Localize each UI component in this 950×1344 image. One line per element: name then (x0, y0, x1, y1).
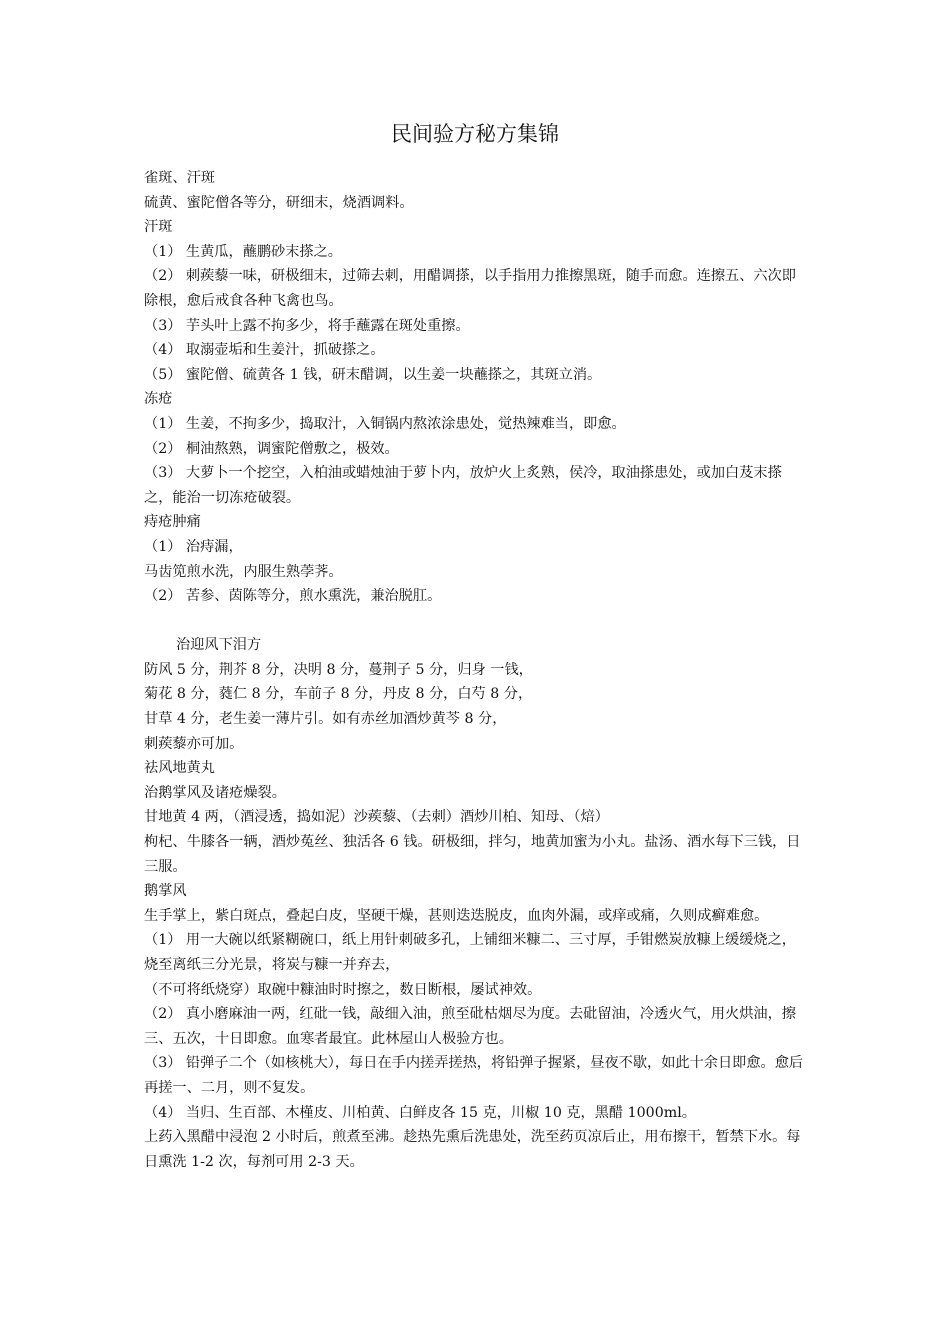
list-item: （2） 桐油熬熟，调蜜陀僧敷之，极效。 (144, 440, 399, 457)
list-item: （2） 刺蒺藜一味，研极细末，过筛去刺，用醋调搽，以手指用力推擦黑斑，随手而愈。连擦五、六次即除根，愈后戒食各种飞禽也鸟。 (144, 268, 796, 309)
list-item: （1） 治痔漏， (144, 538, 243, 555)
blank-line (144, 609, 810, 634)
list-item: （2） 苦参、茵陈等分，煎水熏洗，兼治脱肛。 (144, 588, 442, 605)
list-item: （3） 芋头叶上露不拘多少，将手蘸露在斑处重擦。 (144, 317, 470, 334)
section-heading: 祛风地黄丸 (144, 760, 215, 777)
paragraph: 甘地黄 4 两，（酒浸透，捣如泥）沙蒺藜、（去刺）酒炒川柏、知母、（焙） (144, 809, 609, 826)
list-item: （3） 大萝卜一个挖空，入柏油或蜡烛油于萝卜内，放炉火上炙熟，侯冷，取油搽患处，或加白芨末搽之，能治一切冻疮破裂。 (144, 465, 782, 506)
list-item: （4） 取溺壶垢和生姜汁，抓破搽之。 (144, 342, 385, 359)
list-item: （5） 蜜陀僧、硫黄各 1 钱，研末醋调，以生姜一块蘸搽之，其斑立消。 (144, 366, 602, 383)
document-body (144, 166, 810, 1174)
paragraph: 菊花 8 分，蕤仁 8 分，车前子 8 分，丹皮 8 分，白芍 8 分， (144, 686, 533, 703)
paragraph: 甘草 4 分，老生姜一薄片引。如有赤丝加酒炒黄芩 8 分， (144, 711, 507, 728)
list-item: （3） 铅弹子二个（如核桃大），每日在手内搓弄搓热，将铅弹子握紧，昼夜不歇，如此十余日即愈。愈后再搓一、二月，则不复发。 (144, 1055, 804, 1096)
paragraph: 生手掌上，紫白斑点，叠起白皮，坚硬干燥，甚则迭迭脱皮，血肉外漏，或痒或痛，久则成癣难愈。 (144, 907, 769, 924)
section-heading: 鹅掌风 (144, 883, 187, 900)
list-item: （1） 生姜，不拘多少，捣取汁，入铜锅内熬浓涂患处，觉热辣难当，即愈。 (144, 415, 626, 432)
section-heading: 冻疮 (144, 391, 173, 408)
paragraph: （不可将纸烧穿）取碗中糠油时时擦之，数日断根，屡试神效。 (144, 981, 542, 998)
list-item: （2） 真小磨麻油一两，红砒一钱，敲细入油，煎至砒枯烟尽为度。去砒留油，冷透火气，用火烘油，擦三、五次，十日即愈。血寒者最宜。此林屋山人极验方也。 (144, 1006, 796, 1047)
page-title: 民间验方秘方集锦 (391, 122, 559, 146)
section-heading: 雀斑、汗斑 (144, 170, 215, 186)
list-item: （4） 当归、生百部、木槿皮、川柏黄、白鲜皮各 15 克，川椒 10 克，黑醋 1000ml。 (144, 1104, 696, 1121)
section-heading: 痔疮肿痛 (144, 514, 201, 531)
paragraph: 枸杞、牛膝各一辆，酒炒菟丝、独活各 6 钱。研极细，拌匀，地黄加蜜为小丸。盐汤、酒水每下三钱，日三服。 (144, 834, 801, 875)
paragraph: 上药入黑醋中浸泡 2 小时后，煎煮至沸。趁热先熏后洗患处，洗至药页凉后止，用布擦干，暂禁下水。每日熏洗 1-2 次，每剂可用 2-3 天。 (144, 1129, 801, 1170)
paragraph: 治鹅掌风及诸疮燥裂。 (144, 784, 286, 801)
list-item: （1） 生黄瓜，蘸鹏砂末搽之。 (144, 243, 342, 260)
section-heading: 治迎风下泪方 (176, 637, 262, 654)
paragraph: 马齿笕煎水洗，内服生熟荸荠。 (144, 563, 343, 580)
paragraph: 刺蒺藜亦可加。 (144, 735, 244, 752)
paragraph: 防风 5 分，荆芥 8 分，决明 8 分，蔓荆子 5 分，归身 一钱， (144, 661, 533, 678)
list-item: （1） 用一大碗以纸紧糊碗口，纸上用针刺破多孔，上铺细米糠二、三寸厚，手钳燃炭放糠上缓缓烧之，烧至离纸三分光景，将炭与糠一并弃去， (144, 932, 796, 973)
paragraph: 硫黄、蜜陀僧各等分，研细末，烧酒调料。 (144, 194, 414, 211)
section-heading: 汗斑 (144, 219, 173, 236)
